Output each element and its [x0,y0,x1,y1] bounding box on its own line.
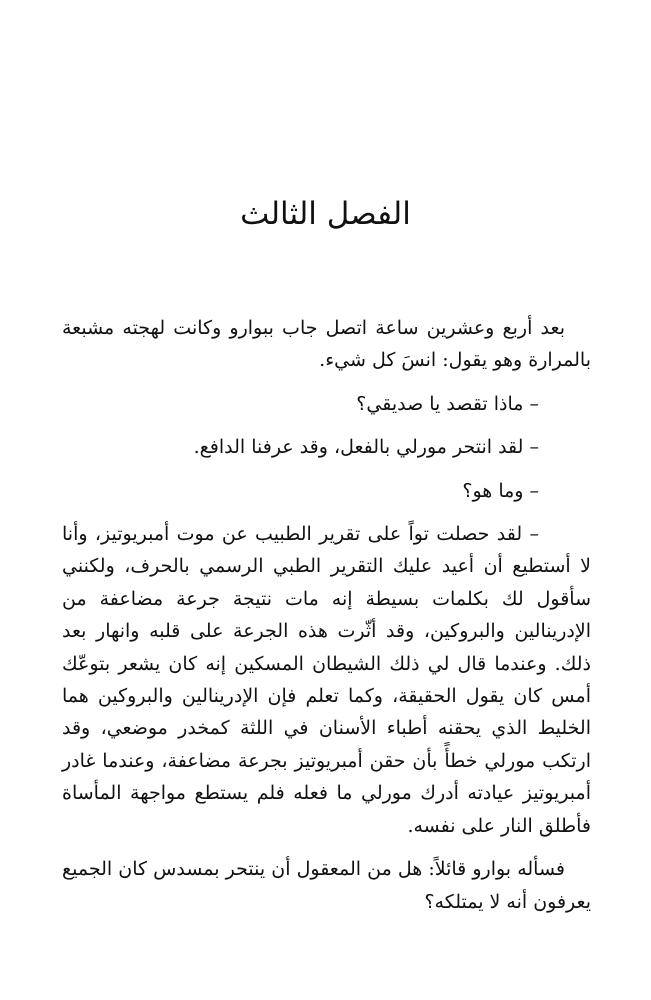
chapter-title: الفصل الثالث [240,196,411,232]
paragraph-poirot-question: فسأله بوارو قائلاً: هل من المعقول أن ينتحر بمسدس كان الجميع يعرفون أنه لا يمتلكه؟ [62,858,591,913]
paragraph-opening: بعد أربع وعشرين ساعة اتصل جاب ببوارو وكانت لهجته مشبعة بالمرارة وهو يقول: انسَ كل شيء. [62,317,591,372]
paragraph-dialogue-what: – وما هو؟ [462,479,539,502]
paragraph-dialogue-suicide: – لقد انتحر مورلي بالفعل، وقد عرفنا الدافع. [193,436,539,459]
chapter-body [62,312,591,918]
paragraph-dialogue-question: – ماذا تقصد يا صديقي؟ [356,392,539,415]
paragraph-medical-report: – لقد حصلت تواً على تقرير الطبيب عن موت أمبريوتيز، وأنا لا أستطيع أن أعيد عليك التقرير الطبي الرسمي بالحرف، ولكنني سأقول لك بكلمات بسيطة إنه مات نتيجة جرعة مضاعفة من الإدرينالين والبروكين، وقد أثّرت هذه الجرعة على قلبه وانهار بعد ذلك. وعندما قال لي ذلك الشيطان المسكين إنه كان يشعر بتوعّك أمس كان يقول الحقيقة، وكما تعلم فإن الإدرينالين والبروكين هما الخليط الذي يحقنه أطباء الأسنان في اللثة كمخدر موضعي، وقد ارتكب مورلي خطأً بأن حقن أمبريوتيز بجرعة مضاعفة، وعندما غادر أمبريوتيز عيادته أدرك مورلي ما فعله فلم يستطع مواجهة المأساة فأطلق النار على نفسه. [62,523,591,837]
